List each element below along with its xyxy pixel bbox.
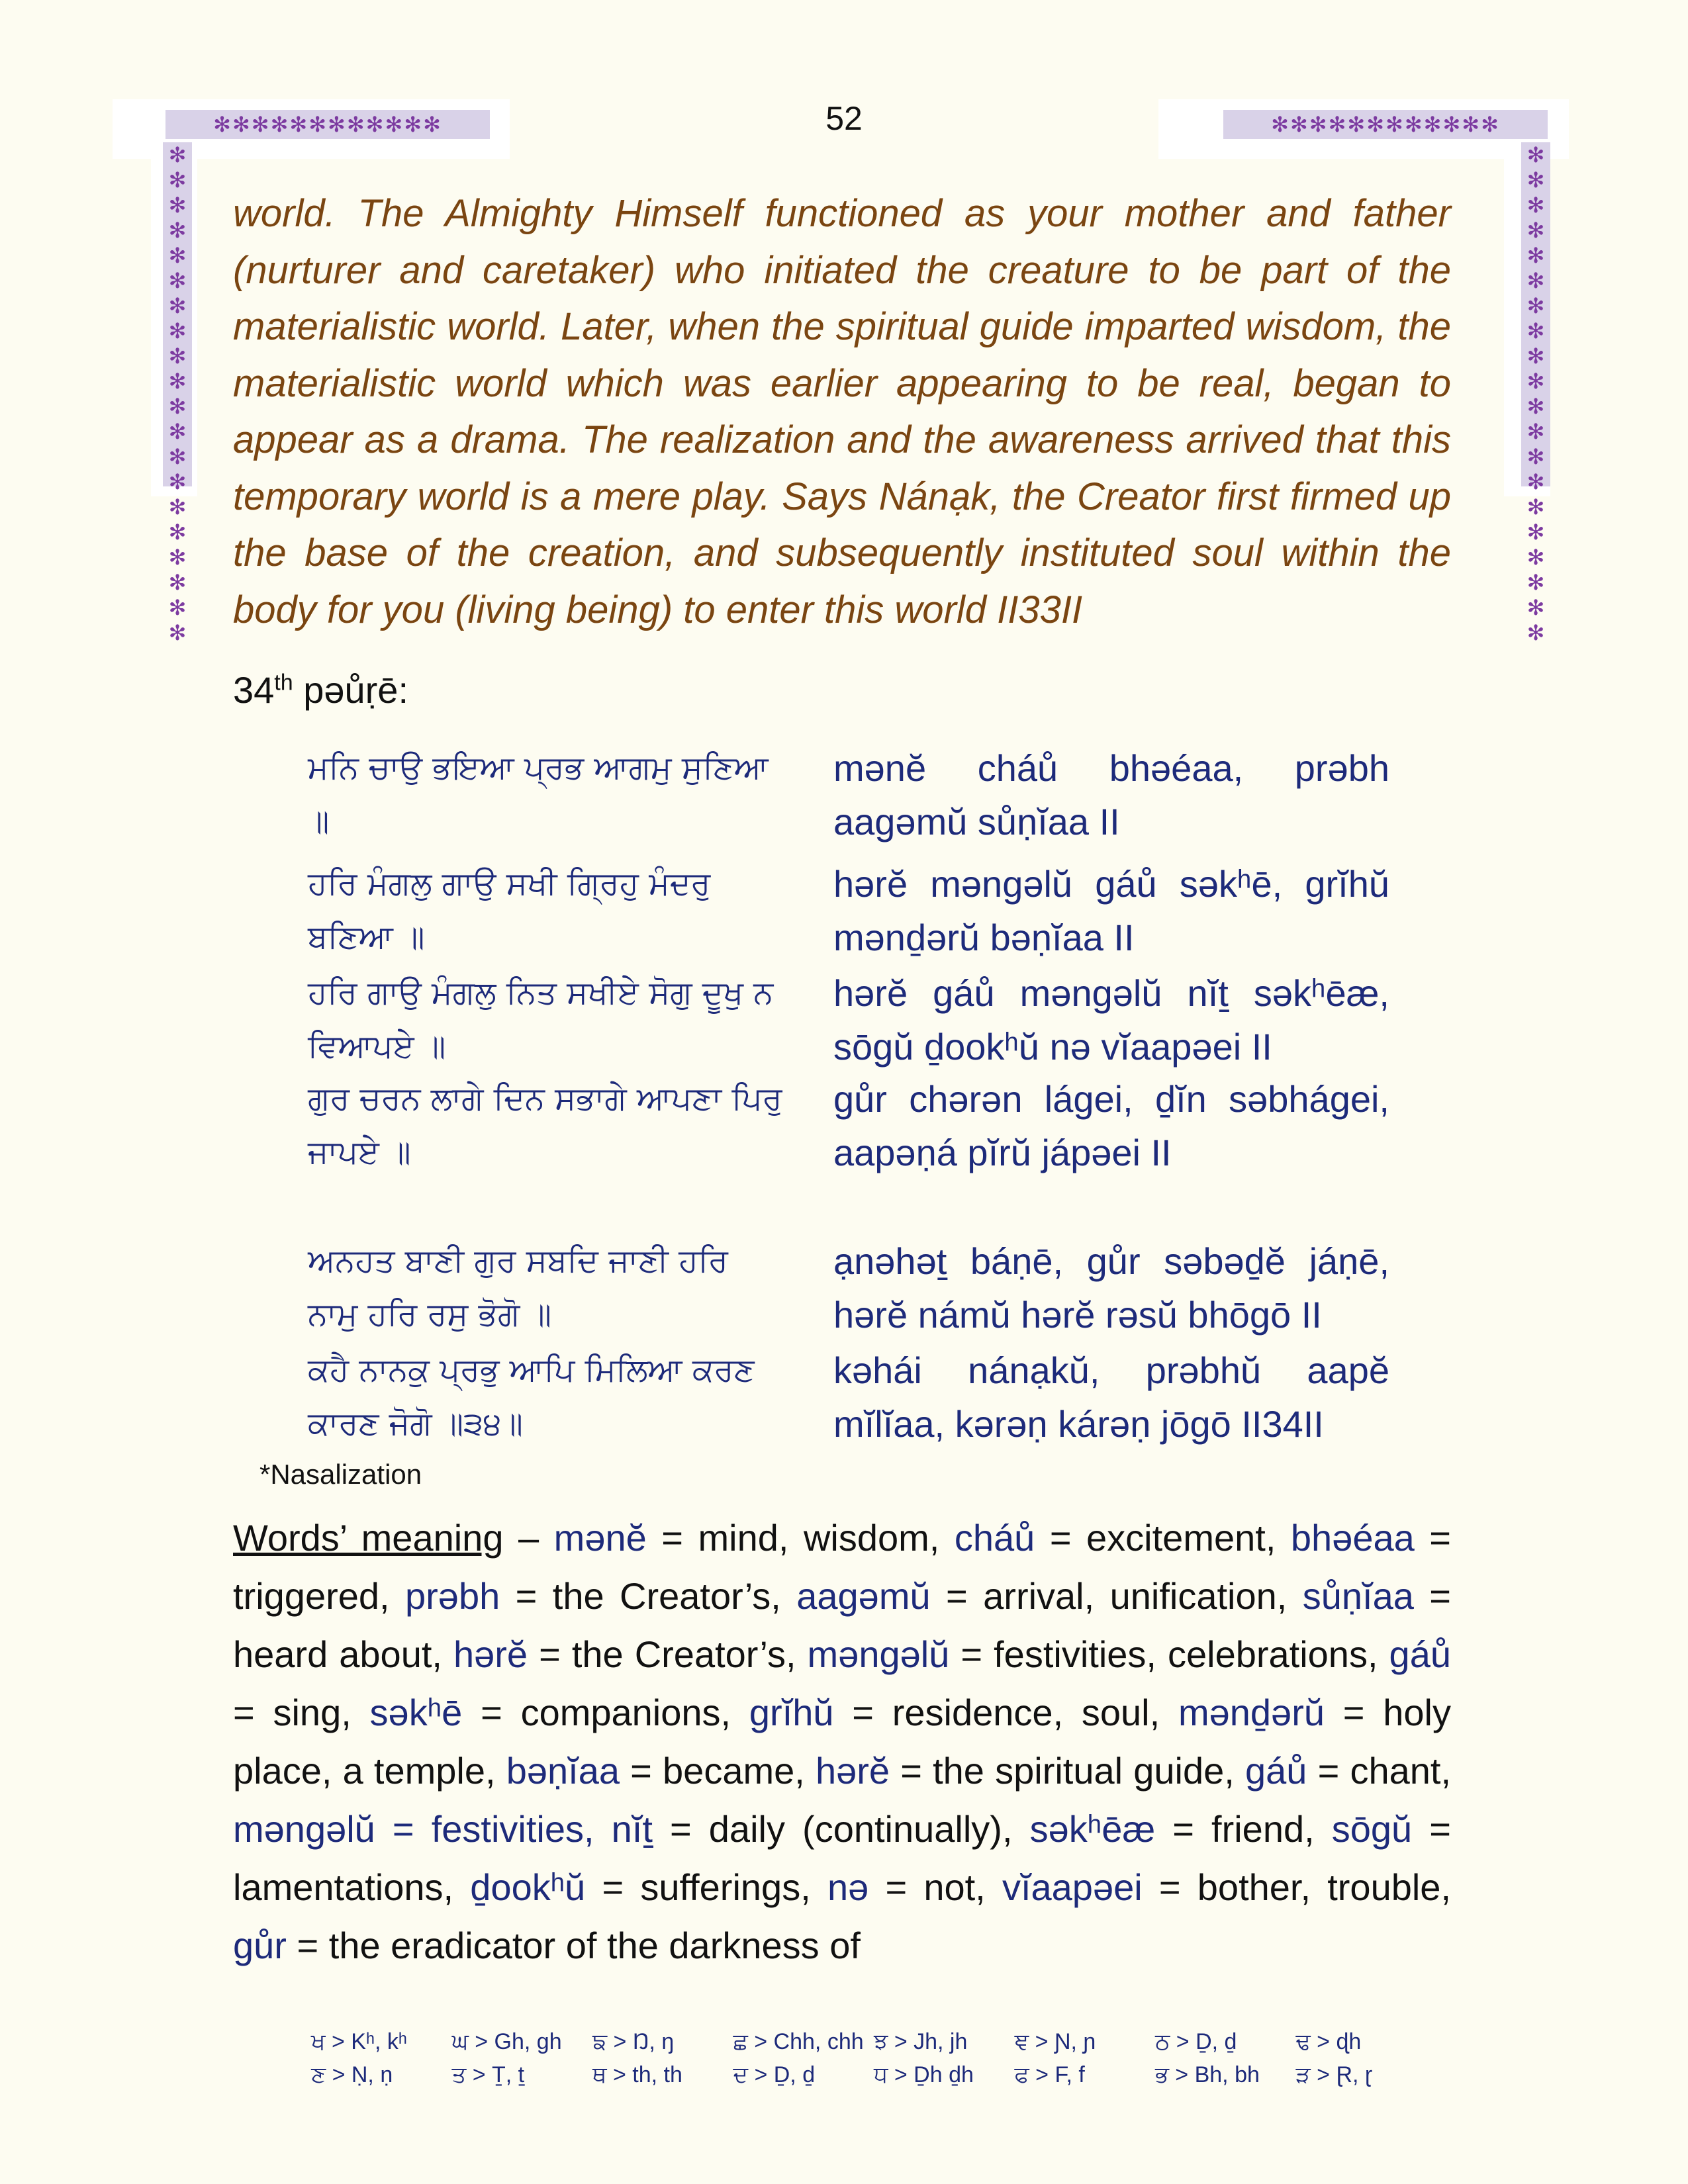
meaning-definition — [594, 1808, 612, 1850]
transliteration-line: hərĕ mənɡəlŭ gáů səkʰē, grĭhŭ mənḏərŭ bəṇĭaa II — [833, 863, 1389, 958]
page-number: 52 — [825, 100, 863, 137]
meaning-definition: = the Creator’s, — [528, 1633, 808, 1675]
transliteration-line: kəhái nánạkŭ, prəbhŭ aapĕ mĭlĭaa, kərəṇ kárəṇ jōgō II34II — [833, 1349, 1389, 1445]
pauri-number: 34 — [233, 669, 275, 711]
key-entry: ਭ > Bh, bh — [1155, 2062, 1260, 2087]
meaning-term: səkʰē — [369, 1692, 463, 1733]
meaning-term: vĭaapəei — [1002, 1866, 1143, 1908]
transliteration-line: hərĕ gáů mənɡəlŭ nĭṯ səkʰēæ, sōgŭ ḏookʰŭ nə vĭaapəei II — [833, 972, 1389, 1068]
meaning-term: cháů — [954, 1517, 1035, 1559]
meaning-term: gáů — [1389, 1633, 1451, 1675]
meaning-term: sōgŭ — [1331, 1808, 1413, 1850]
ornament-left: ✻✻✻✻✻✻✻✻✻✻✻✻✻✻✻✻✻✻✻✻ — [163, 142, 192, 486]
meaning-definition: = triggered, — [233, 1517, 1452, 1617]
meaning-definition: = heard about, — [233, 1575, 1452, 1675]
key-entry: ਖ > Kʰ, kʰ — [311, 2029, 407, 2054]
meaning-definition: = the Creator’s, — [500, 1575, 797, 1617]
gurmukhi-line: ਗੁਰ ਚਰਨ ਲਾਗੇ ਦਿਨ ਸਭਾਗੇ ਆਪਣਾ ਪਿਰੁ ਜਾਪਏ ॥ — [308, 1080, 782, 1171]
transliteration-line: ạnəhəṯ báṇē, gůr səbəḏĕ jáṇē, hərĕ námŭ hərĕ rəsŭ bhōgō II — [833, 1240, 1389, 1336]
meaning-term: ḏookʰŭ — [470, 1866, 586, 1908]
key-entry: ਣ > Ṇ, ṇ — [311, 2062, 393, 2087]
meaning-definition: = holy place, a temple, — [233, 1692, 1451, 1792]
nasalization-note: *Nasalization — [259, 1459, 422, 1490]
key-entry: ਦ > Ḏ, ḏ — [733, 2062, 816, 2087]
key-entry: ਢ > ɖh — [1295, 2029, 1362, 2054]
pauri-heading — [233, 668, 408, 711]
transliteration-line: gůr chərən lágei, ḏĭn səbhágei, aapəṇá pĭrŭ jápəei II — [833, 1078, 1389, 1173]
key-entry: ੜ > Ɽ, ɽ — [1295, 2062, 1373, 2087]
key-entry: ਘ > Gh, gh — [451, 2029, 562, 2054]
words-meaning — [233, 1509, 1451, 1975]
meaning-pairs — [233, 1517, 1451, 1966]
meaning-definition: = companions, — [462, 1692, 749, 1733]
meaning-definition: = arrival, unification, — [930, 1575, 1303, 1617]
meaning-term: mənḏərŭ — [1178, 1692, 1325, 1733]
translation-paragraph: world. The Almighty Himself functioned as your mother and father (nurturer and caretaker) who initiated the creature to be part of the materialistic world. Later, when the spiritual guide imparted wisdom, the materialistic world which was earlier appearing to be real, began to appear as a drama. The realization and the awareness arrived that this temporary world is a mere play. Says Nánạk, the Creator first firmed up the base of the creation, and subsequently instituted soul within the body for you (living being) to enter this world II33II — [233, 192, 1451, 631]
key-row — [311, 2025, 1436, 2058]
pauri-suffix: th — [274, 670, 293, 696]
gurmukhi-line: ਅਨਹਤ ਬਾਣੀ ਗੁਰ ਸਬਦਿ ਜਾਣੀ ਹਰਿ ਨਾਮੁ ਹਰਿ ਰਸੁ ਭੋਗੋ ॥ — [308, 1242, 728, 1333]
meaning-definition: = became, — [620, 1750, 816, 1792]
meaning-definition: = bother, trouble, — [1142, 1866, 1452, 1908]
key-entry: ਤ > Ṯ, ṯ — [451, 2062, 525, 2087]
key-entry: ਥ > th, th — [592, 2062, 682, 2087]
key-entry: ਠ > Ḏ, ḏ — [1155, 2029, 1237, 2054]
meaning-definition: = daily (continually), — [652, 1808, 1030, 1850]
meaning-term: prəbh — [405, 1575, 500, 1617]
meaning-term: mənɡəlŭ = festivities, — [233, 1808, 594, 1850]
meaning-term: hərĕ — [815, 1750, 890, 1792]
gurmukhi-line: ਮਨਿ ਚਾਉ ਭਇਆ ਪ੍ਰਭ ਆਗਮੁ ਸੁਣਿਆ ॥ — [308, 749, 769, 840]
key-row — [311, 2058, 1436, 2091]
ornament-right: ✻✻✻✻✻✻✻✻✻✻✻✻✻✻✻✻✻✻✻✻ — [1521, 142, 1550, 486]
meaning-term: nĭṯ — [611, 1808, 653, 1850]
meaning-term: mənĕ — [553, 1517, 647, 1559]
meaning-definition: = chant, — [1307, 1750, 1451, 1792]
meaning-term: grĭhŭ — [749, 1692, 834, 1733]
key-entry: ਝ > Jh, jh — [874, 2029, 968, 2054]
meaning-term: sůṇĭaa — [1302, 1575, 1414, 1617]
meaning-term: gůr — [233, 1925, 287, 1966]
meaning-definition: = sing, — [233, 1692, 370, 1733]
meaning-term: hərĕ — [453, 1633, 528, 1675]
meaning-definition: = the spiritual guide, — [890, 1750, 1245, 1792]
pauri-word: pəůṛē: — [303, 669, 409, 711]
meaning-term: aagəmŭ — [796, 1575, 931, 1617]
meaning-term: bəṇĭaa — [506, 1750, 620, 1792]
meaning-definition: = sufferings, — [585, 1866, 827, 1908]
meaning-term: gáů — [1244, 1750, 1307, 1792]
meaning-term: bhəéaa — [1290, 1517, 1415, 1559]
key-entry: ਞ > Ɲ, ɲ — [1014, 2029, 1096, 2054]
meaning-definition: = residence, soul, — [833, 1692, 1178, 1733]
meaning-definition: = excitement, — [1035, 1517, 1291, 1559]
ornament-top-left: ✻✻✻✻✻✻✻✻✻✻✻✻ — [165, 110, 490, 139]
key-entry: ਙ > Ŋ, ŋ — [592, 2029, 675, 2054]
words-meaning-dash: – — [503, 1517, 554, 1559]
key-entry: ਧ > Ḏh ḏh — [874, 2062, 974, 2087]
transliteration-line: mənĕ cháů bhəéaa, prəbh aagəmŭ sůṇĭaa II — [833, 747, 1389, 842]
meaning-term: mənɡəlŭ — [807, 1633, 950, 1675]
meaning-term: səkʰēæ — [1029, 1808, 1156, 1850]
words-meaning-label: Words’ meaning — [233, 1517, 504, 1559]
key-entry: ਫ > F, f — [1014, 2062, 1085, 2087]
key-entry: ਛ > Chh, chh — [733, 2029, 864, 2054]
meaning-definition: = festivities, celebrations, — [949, 1633, 1389, 1675]
gurmukhi-line: ਕਹੈ ਨਾਨਕੁ ਪ੍ਰਭੁ ਆਪਿ ਮਿਲਿਆ ਕਰਣ ਕਾਰਣ ਜੋਗੋ ॥੩੪॥ — [308, 1351, 755, 1442]
meaning-definition: = friend, — [1155, 1808, 1332, 1850]
meaning-definition: = the eradicator of the darkness of — [286, 1925, 861, 1966]
gurmukhi-line: ਹਰਿ ਗਾਉ ਮੰਗਲੁ ਨਿਤ ਸਖੀਏ ਸੋਗੁ ਦੂਖੁ ਨ ਵਿਆਪਏ ॥ — [308, 974, 774, 1065]
ornament-top-right: ✻✻✻✻✻✻✻✻✻✻✻✻ — [1223, 110, 1548, 139]
meaning-definition: = lamentations, — [233, 1808, 1451, 1908]
meaning-definition: = mind, wisdom, — [646, 1517, 955, 1559]
meaning-definition: = not, — [868, 1866, 1002, 1908]
gurmukhi-line: ਹਰਿ ਮੰਗਲੁ ਗਾਉ ਸਖੀ ਗ੍ਰਿਹੁ ਮੰਦਰੁ ਬਣਿਆ ॥ — [308, 865, 711, 956]
transliteration-key — [311, 2025, 1436, 2091]
meaning-term: nə — [827, 1866, 869, 1908]
